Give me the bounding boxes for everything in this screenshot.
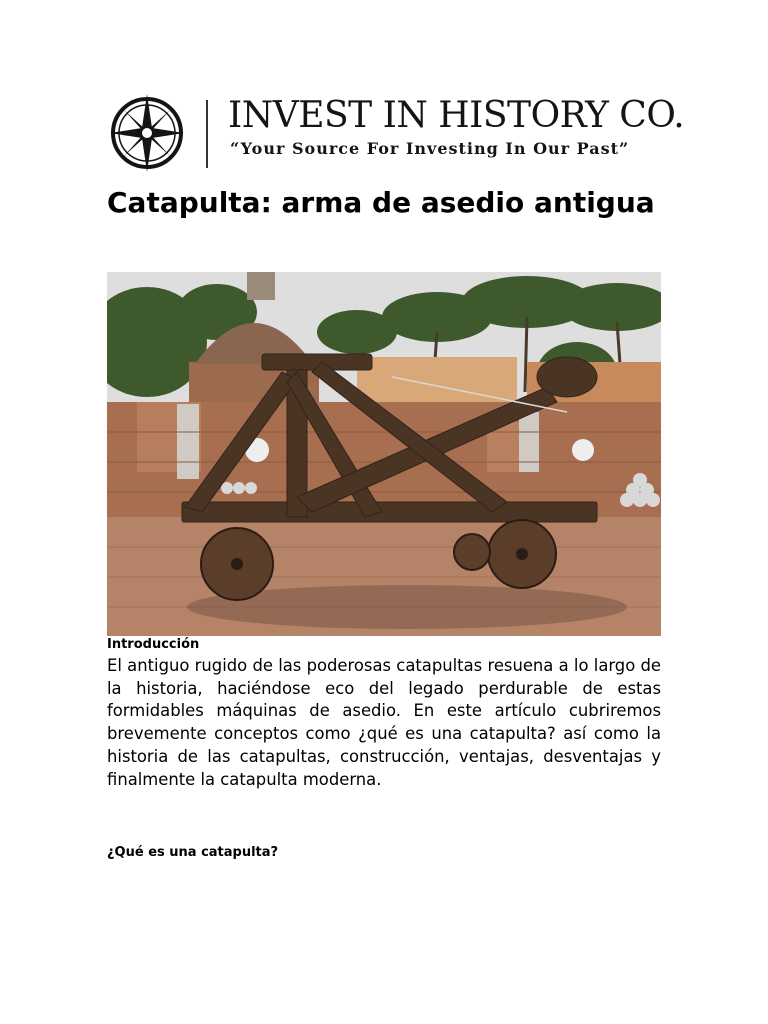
compass-rose-icon xyxy=(108,92,186,174)
brand-logo xyxy=(108,92,685,174)
intro-label: Introducción xyxy=(107,637,200,652)
catapult-photo xyxy=(107,272,661,636)
article-title: Catapulta: arma de asedio antigua xyxy=(107,186,655,219)
intro-paragraph: El antiguo rugido de las poderosas catapultas resuena a lo largo de la historia, haciéndose eco del legado perdurable de estas formidables máquinas de asedio. En este artículo cubriremos brevemente conceptos como ¿qué es una catapulta? así como la historia de las catapultas, construcción, ventajas, desventajas y finalmente la catapulta moderna. xyxy=(107,656,661,789)
brand-name: INVEST IN HISTORY CO. xyxy=(228,95,685,136)
catapult-illustration xyxy=(107,272,661,636)
section-heading-what-is: ¿Qué es una catapulta? xyxy=(107,845,279,860)
brand-tagline: “Your Source For Investing In Our Past” xyxy=(230,139,630,158)
logo-divider xyxy=(206,100,208,168)
